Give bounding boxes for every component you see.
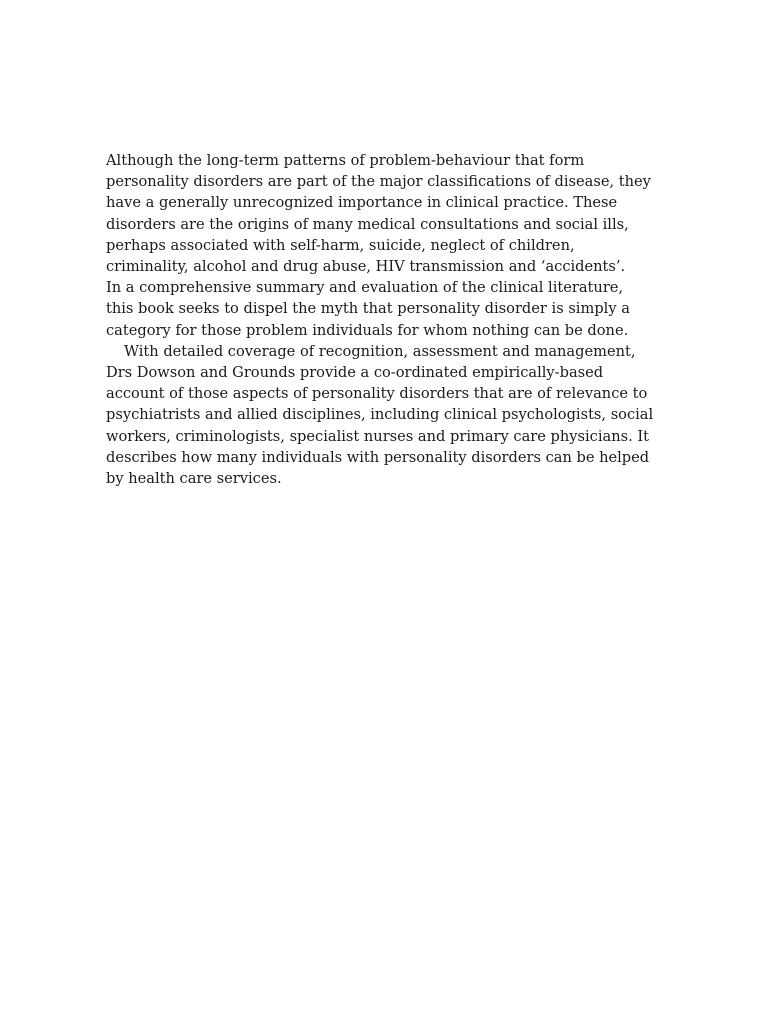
paragraph-2 bbox=[106, 341, 666, 489]
blurb-text bbox=[106, 150, 666, 489]
text-line: by health care services. bbox=[106, 470, 282, 488]
text-line: personality disorders are part of the major classifications of disease, they bbox=[106, 173, 651, 191]
text-line: psychiatrists and allied disciplines, including clinical psychologists, social bbox=[106, 406, 654, 424]
text-line: perhaps associated with self-harm, suicide, neglect of children, bbox=[106, 236, 575, 254]
text-line: In a comprehensive summary and evaluation of the clinical literature, bbox=[106, 279, 624, 297]
text-line: describes how many individuals with personality disorders can be helped bbox=[106, 448, 650, 466]
text-line: account of those aspects of personality disorders that are of relevance to bbox=[106, 385, 648, 403]
text-line: disorders are the origins of many medical consultations and social ills, bbox=[106, 215, 629, 233]
text-line: criminality, alcohol and drug abuse, HIV transmission and ‘accidents’. bbox=[106, 258, 626, 276]
text-line: category for those problem individuals for whom nothing can be done. bbox=[106, 321, 629, 339]
text-line: have a generally unrecognized importance in clinical practice. These bbox=[106, 194, 618, 212]
text-line: Drs Dowson and Grounds provide a co-ordinated empirically-based bbox=[106, 364, 604, 382]
text-line: workers, criminologists, specialist nurses and primary care physicians. It bbox=[106, 427, 650, 445]
text-line: this book seeks to dispel the myth that personality disorder is simply a bbox=[106, 300, 630, 318]
text-line: Although the long-term patterns of problem-behaviour that form bbox=[106, 152, 585, 169]
paragraph-1 bbox=[106, 150, 666, 341]
text-line: With detailed coverage of recognition, assessment and management, bbox=[124, 342, 636, 360]
